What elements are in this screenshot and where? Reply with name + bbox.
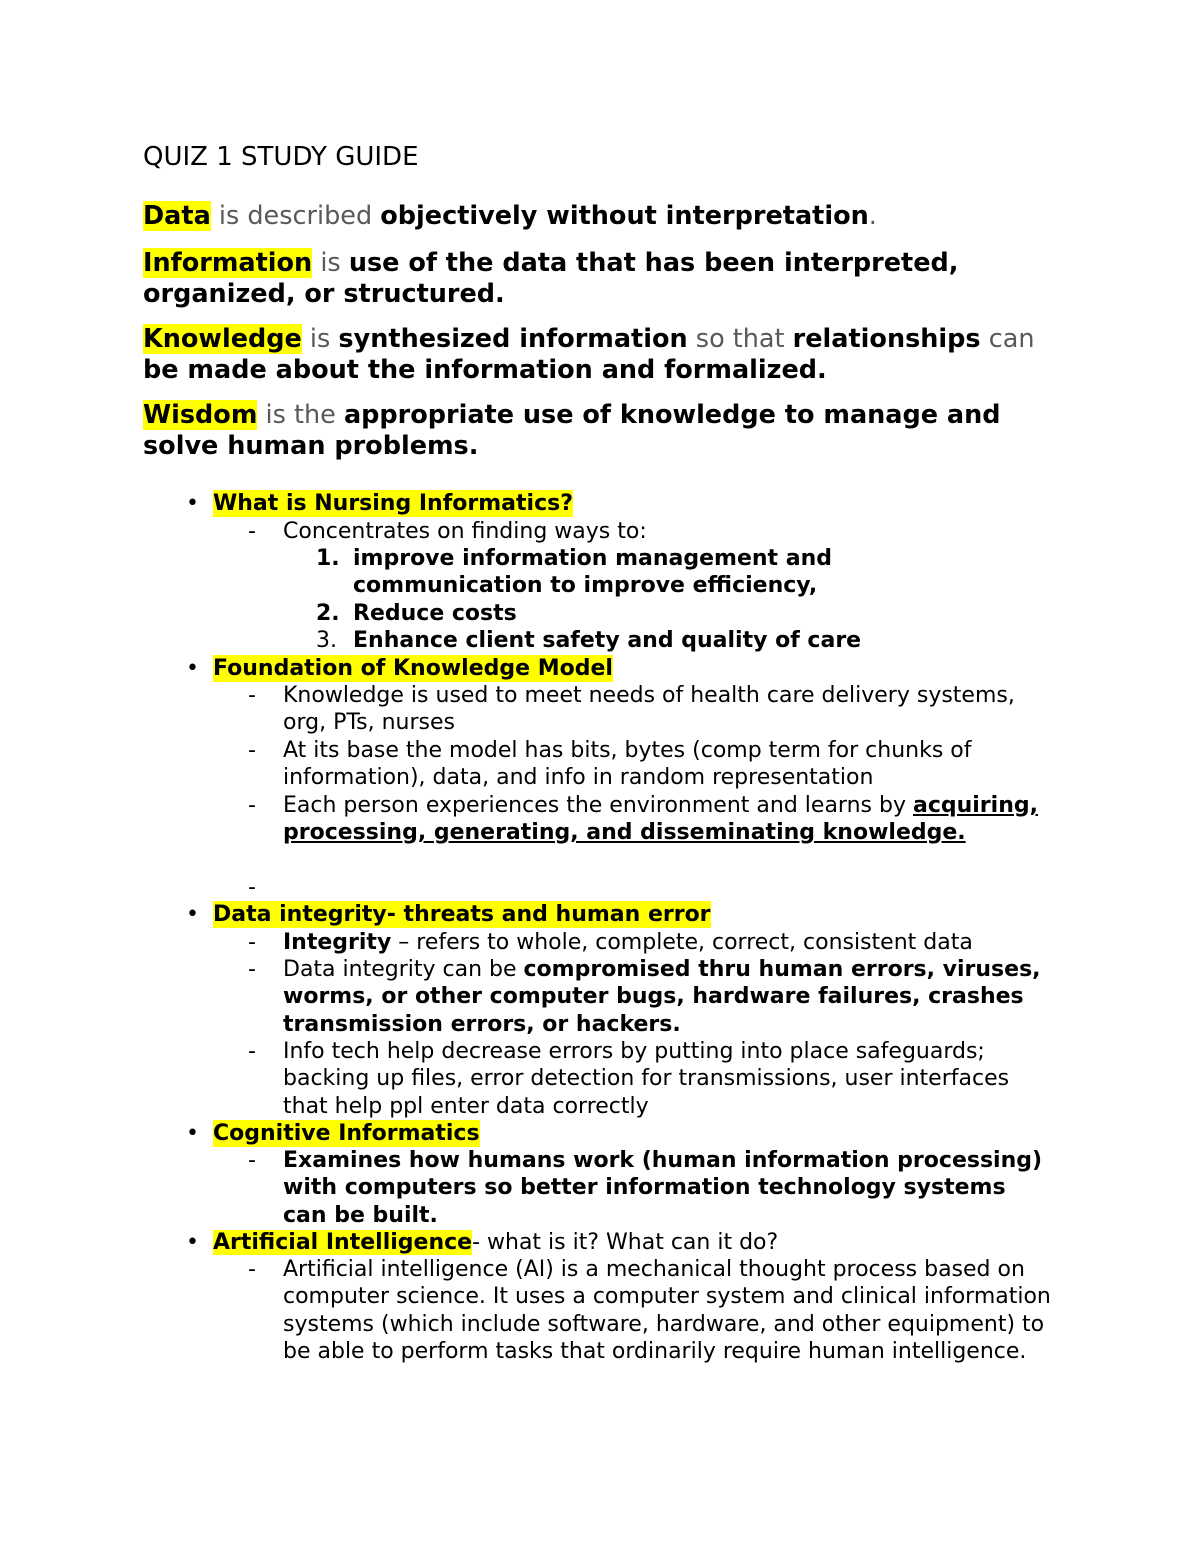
dash-icon: - — [248, 1039, 256, 1064]
definition-data: Data is described objectively without interpretation. — [143, 201, 877, 231]
bullet-icon: • — [186, 656, 199, 681]
term-wisdom: Wisdom — [143, 400, 258, 430]
term-knowledge: Knowledge — [143, 324, 302, 354]
dash-icon: - — [248, 875, 256, 900]
bullet-icon: • — [186, 902, 199, 927]
dash-icon: - — [248, 1257, 256, 1282]
dash-icon: - — [248, 738, 256, 763]
dash-icon: - — [248, 683, 256, 708]
definition-knowledge: Knowledge is synthesized information so that relationships can be made about the information and formalized. — [143, 324, 1035, 385]
dash-icon: - — [248, 519, 256, 544]
term-information: Information — [143, 248, 313, 278]
bullet-icon: • — [186, 1121, 199, 1146]
bullet-icon: • — [186, 1230, 199, 1255]
page-title: QUIZ 1 STUDY GUIDE — [143, 142, 419, 172]
dash-icon: - — [248, 793, 256, 818]
dash-icon: - — [248, 957, 256, 982]
definition-information: Information is use of the data that has been interpreted, organized, or structured. — [143, 248, 959, 309]
dash-icon: - — [248, 930, 256, 955]
dash-icon: - — [248, 1148, 256, 1173]
bullet-icon: • — [186, 491, 199, 516]
term-data: Data — [143, 201, 211, 231]
definition-wisdom: Wisdom is the appropriate use of knowledge to manage and solve human problems. — [143, 400, 1001, 461]
